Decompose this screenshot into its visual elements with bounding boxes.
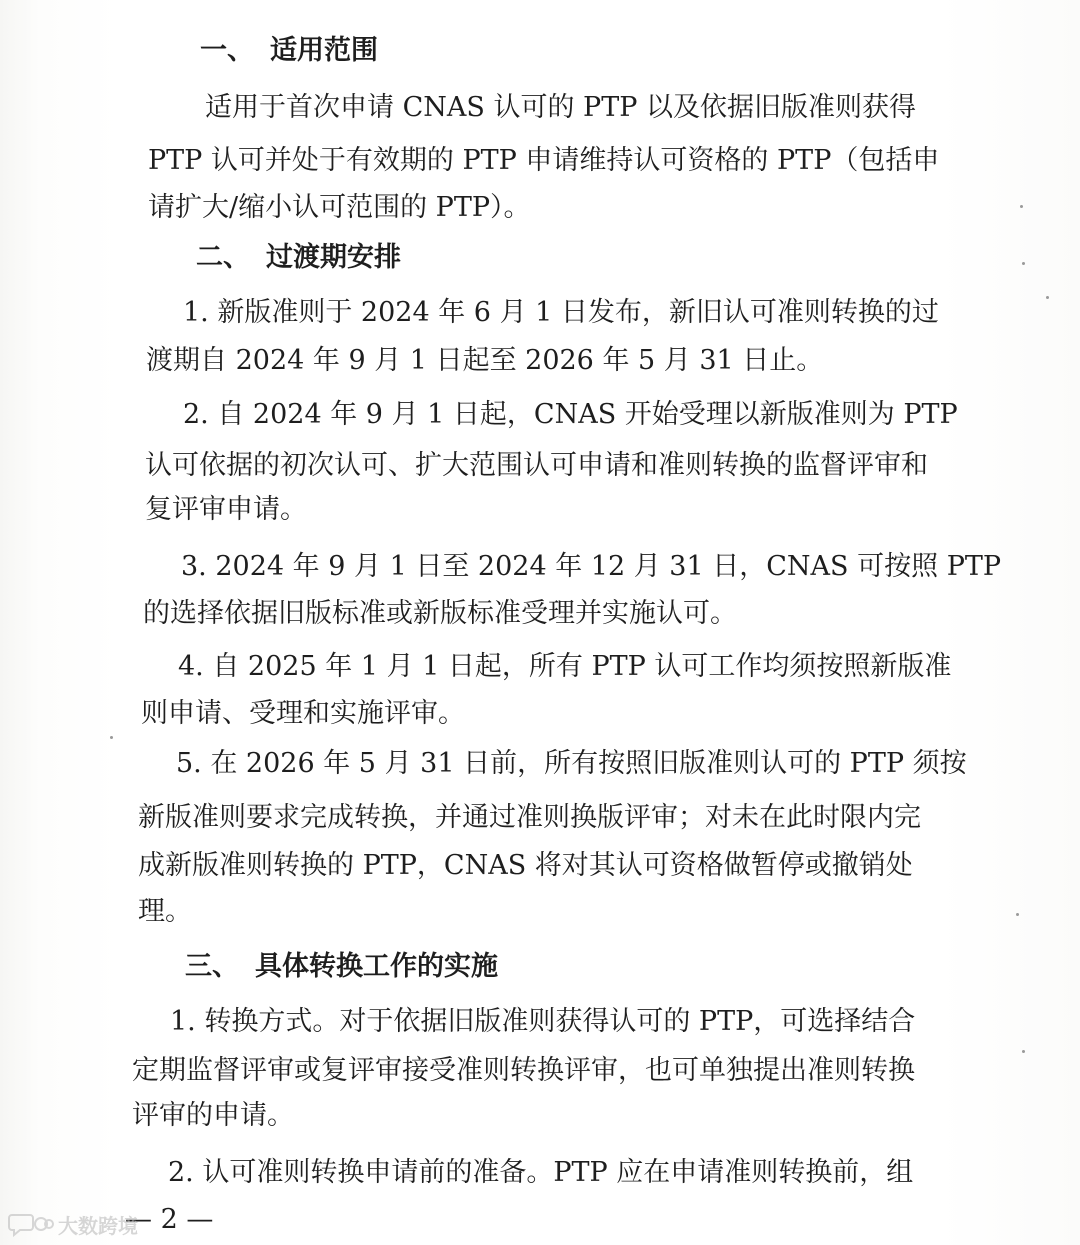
paragraph-line: PTP 认可并处于有效期的 PTP 申请维持认可资格的 PTP（包括申 — [148, 145, 940, 176]
paragraph-line: 适用于首次申请 CNAS 认可的 PTP 以及依据旧版准则获得 — [205, 92, 916, 123]
chat-bubble-logo-icon — [8, 1211, 54, 1237]
section-heading-transition: 二、 过渡期安排 — [196, 242, 401, 273]
list-item-line: 评审的申请。 — [132, 1100, 294, 1131]
paragraph-line: 请扩大/缩小认可范围的 PTP）。 — [148, 192, 531, 223]
list-item-line: 2. 认可准则转换申请前的准备。PTP 应在申请准则转换前，组 — [168, 1157, 914, 1188]
list-item-line: 的选择依据旧版标准或新版标准受理并实施认可。 — [143, 598, 737, 629]
list-item-line: 成新版准则转换的 PTP，CNAS 将对其认可资格做暂停或撤销处 — [138, 850, 913, 881]
scan-speck — [1016, 913, 1019, 916]
list-item-line: 定期监督评审或复评审接受准则转换评审，也可单独提出准则转换 — [132, 1055, 915, 1086]
list-item-line: 4. 自 2025 年 1 月 1 日起，所有 PTP 认可工作均须按照新版准 — [178, 651, 952, 682]
list-item-line: 渡期自 2024 年 9 月 1 日起至 2026 年 5 月 31 日止。 — [146, 345, 824, 376]
list-item-line: 5. 在 2026 年 5 月 31 日前，所有按照旧版准则认可的 PTP 须按 — [176, 748, 967, 779]
list-item-line: 认可依据的初次认可、扩大范围认可申请和准则转换的监督评审和 — [145, 450, 928, 481]
scan-speck — [1046, 296, 1049, 299]
list-item-line: 2. 自 2024 年 9 月 1 日起，CNAS 开始受理以新版准则为 PTP — [183, 399, 958, 430]
list-item-line: 1. 新版准则于 2024 年 6 月 1 日发布，新旧认可准则转换的过 — [183, 297, 939, 328]
list-item-line: 复评审申请。 — [145, 494, 307, 525]
list-item-line: 则申请、受理和实施评审。 — [141, 698, 465, 729]
watermark — [8, 1209, 138, 1239]
list-item-line: 理。 — [138, 896, 192, 927]
scan-speck — [1020, 205, 1023, 208]
list-item-line: 新版准则要求完成转换，并通过准则换版评审；对未在此时限内完 — [138, 802, 921, 833]
scan-speck — [1022, 262, 1025, 265]
scan-speck — [1022, 1050, 1025, 1053]
watermark-text: 大数跨境 — [58, 1213, 138, 1238]
section-heading-scope: 一、 适用范围 — [200, 35, 378, 66]
section-heading-implementation: 三、 具体转换工作的实施 — [185, 951, 498, 982]
page-number: — 2 — — [125, 1204, 214, 1235]
list-item-line: 3. 2024 年 9 月 1 日至 2024 年 12 月 31 日，CNAS 可按照 PTP — [181, 551, 1002, 582]
list-item-line: 1. 转换方式。对于依据旧版准则获得认可的 PTP，可选择结合 — [170, 1006, 916, 1037]
scan-speck — [110, 736, 113, 739]
